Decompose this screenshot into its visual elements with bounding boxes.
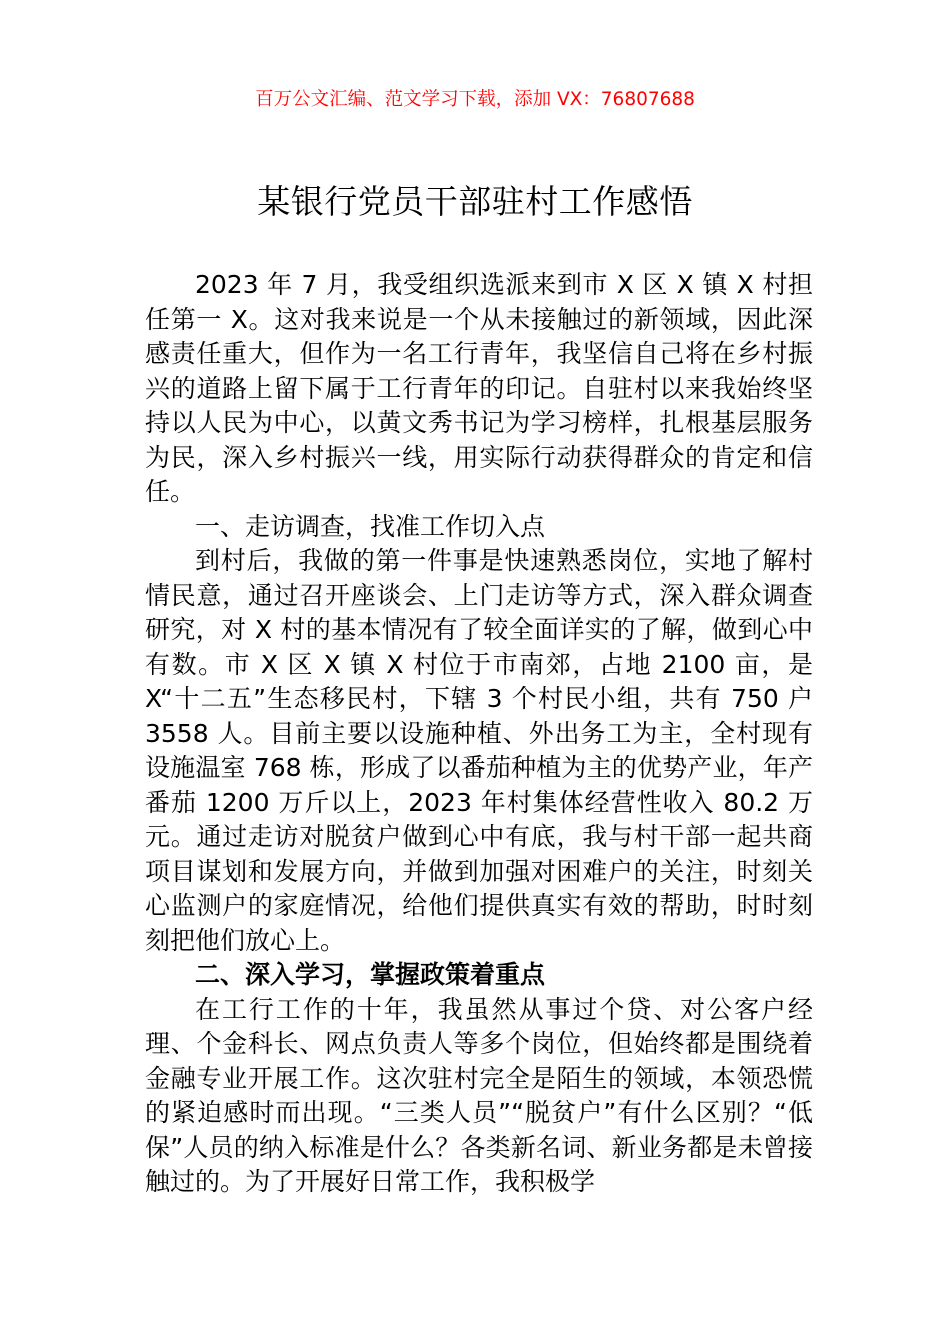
document-title: 某银行党员干部驻村工作感悟: [257, 182, 693, 221]
section-2-paragraph: 在工行工作的十年，我虽然从事过个贷、对公客户经理、个金科长、网点负责人等多个岗位，但始终都是围绕着金融专业开展工作。这次驻村完全是陌生的领域，本领恐慌的紧迫感时而出现。“三类人员”“脱贫户”有什么区别？“低保”人员的纳入标准是什么？各类新名词、新业务都是未曾接触过的。为了开展好日常工作，我积极学: [145, 994, 813, 1196]
intro-paragraph: 2023 年 7 月，我受组织选派来到市 X 区 X 镇 X 村担任第一 X。这对我来说是一个从未接触过的新领域，因此深感责任重大，但作为一名工行青年，我坚信自己将在乡村振兴的道路上留下属于工行青年的印记。自驻村以来我始终坚持以人民为中心，以黄文秀书记为学习榜样，扎根基层服务为民，深入乡村振兴一线，用实际行动获得群众的肯定和信任。: [145, 270, 813, 506]
section-heading-2: 二、深入学习，掌握政策着重点: [195, 960, 546, 989]
section-1-paragraph: 到村后，我做的第一件事是快速熟悉岗位，实地了解村情民意，通过召开座谈会、上门走访等方式，深入群众调查研究，对 X 村的基本情况有了较全面详实的了解，做到心中有数。市 X 区 X 镇 X 村位于市南郊，占地 2100 亩，是 X“十二五”生态移民村，下辖 3 个村民小组，共有 750 户 3558 人。目前主要以设施种植、外出务工为主，全村现有设施温室 768 栋，形成了以番茄种植为主的优势产业，年产番茄 1200 万斤以上，2023 年村集体经营性收入 80.2 万元。通过走访对脱贫户做到心中有底，我与村干部一起共商项目谋划和发展方向，并做到加强对困难户的关注，时刻关心监测户的家庭情况，给他们提供真实有效的帮助，时时刻刻把他们放心上。: [145, 546, 813, 955]
document-body: [145, 268, 813, 1200]
section-heading-1: 一、走访调查，找准工作切入点: [195, 511, 546, 541]
promo-header: 百万公文汇编、范文学习下载，添加 VX：76807688: [255, 89, 695, 110]
